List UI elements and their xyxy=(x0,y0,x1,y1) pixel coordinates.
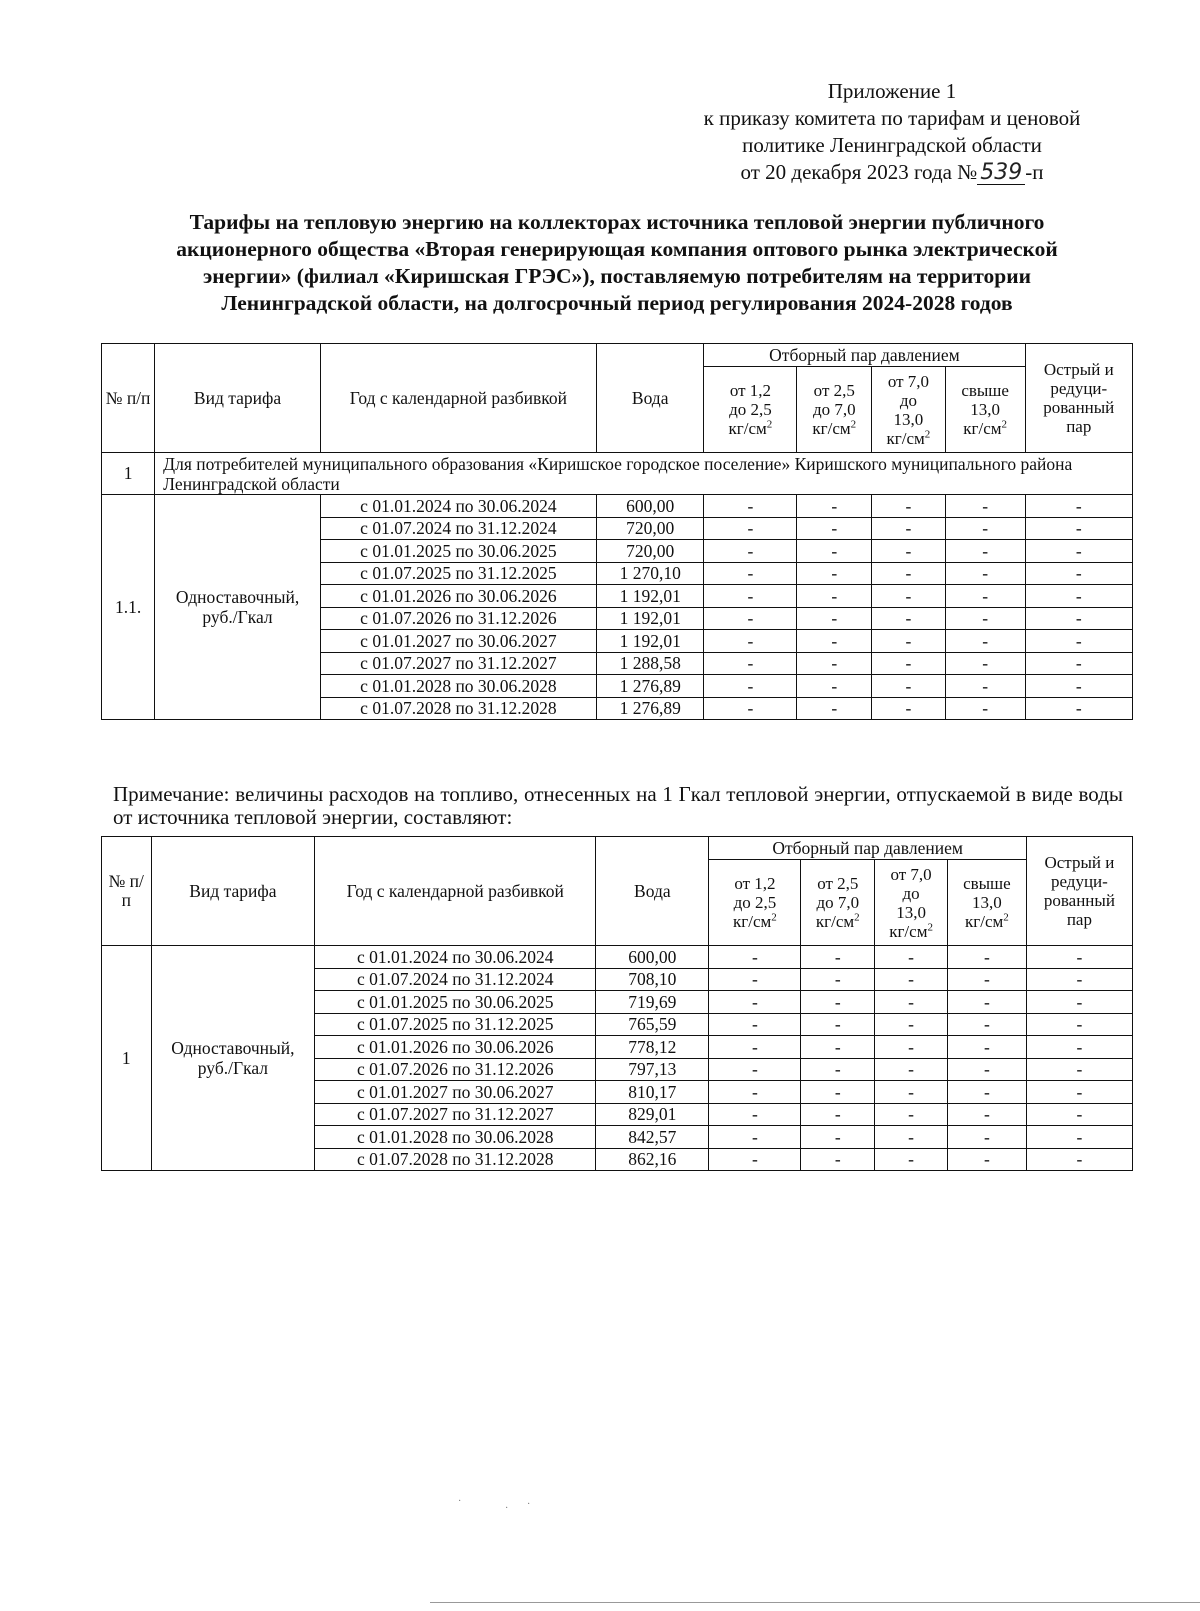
sharp-line-b: редуци- xyxy=(1050,379,1108,398)
p3-line-b: до xyxy=(899,390,917,410)
empty-value-cell: - xyxy=(945,607,1025,630)
empty-value-cell: - xyxy=(709,1081,801,1104)
empty-value-cell: - xyxy=(945,495,1025,518)
water-value-cell: 862,16 xyxy=(596,1148,709,1171)
p1-line-b: до 2,5 xyxy=(733,893,777,912)
empty-value-cell: - xyxy=(801,1148,875,1171)
water-value-cell: 720,00 xyxy=(597,517,704,540)
header-sharp-steam xyxy=(1026,837,1132,946)
empty-value-cell: - xyxy=(797,652,872,675)
tariff-type-line-a: Одноставочный, xyxy=(171,1038,295,1058)
header-pressure-2 xyxy=(797,367,872,453)
water-value-cell: 1 192,01 xyxy=(597,607,704,630)
header-pressure-3 xyxy=(872,367,946,453)
empty-value-cell: - xyxy=(1026,991,1132,1014)
appendix-line-1: Приложение 1 xyxy=(827,79,957,103)
period-cell: с 01.01.2025 по 30.06.2025 xyxy=(315,991,596,1014)
empty-value-cell: - xyxy=(704,652,797,675)
p1-line-a: от 1,2 xyxy=(729,381,772,400)
empty-value-cell: - xyxy=(875,991,948,1014)
p3-line-a: от 7,0 xyxy=(887,371,930,391)
header-num: № п/п xyxy=(102,837,152,946)
tariff-type xyxy=(151,946,315,1171)
empty-value-cell: - xyxy=(947,1058,1026,1081)
water-value-cell: 1 192,01 xyxy=(597,630,704,653)
empty-value-cell: - xyxy=(797,517,872,540)
empty-value-cell: - xyxy=(709,1126,801,1149)
fuel-table xyxy=(101,836,1133,1171)
empty-value-cell: - xyxy=(945,562,1025,585)
p4-unit xyxy=(948,419,1023,438)
water-value-cell: 1 192,01 xyxy=(597,585,704,608)
p1-line-a: от 1,2 xyxy=(734,874,776,893)
empty-value-cell: - xyxy=(801,1013,875,1036)
p4-line-b: 13,0 xyxy=(972,893,1002,912)
empty-value-cell: - xyxy=(801,1081,875,1104)
water-value-cell: 719,69 xyxy=(596,991,709,1014)
p2-unit-sup: 2 xyxy=(854,911,860,924)
empty-value-cell: - xyxy=(947,1103,1026,1126)
p1-unit-text: кг/см xyxy=(733,912,772,931)
empty-value-cell: - xyxy=(1025,562,1132,585)
period-cell: с 01.07.2028 по 31.12.2028 xyxy=(315,1148,596,1171)
water-value-cell: 810,17 xyxy=(596,1081,709,1104)
p3-line-c: 13,0 xyxy=(896,902,926,922)
header-water: Вода xyxy=(597,344,704,453)
p2-unit-sup: 2 xyxy=(850,418,857,431)
empty-value-cell: - xyxy=(1026,1013,1132,1036)
empty-value-cell: - xyxy=(872,697,946,720)
scan-edge-line xyxy=(430,1602,1200,1603)
empty-value-cell: - xyxy=(704,607,797,630)
p1-line-b: до 2,5 xyxy=(729,400,772,419)
p2-line-a: от 2,5 xyxy=(817,874,859,893)
empty-value-cell: - xyxy=(797,562,872,585)
empty-value-cell: - xyxy=(1026,968,1132,991)
title-line-4: Ленинградской области, на долгосрочный период регулирования 2024-2028 годов xyxy=(221,291,1013,315)
empty-value-cell: - xyxy=(709,946,801,969)
period-cell: с 01.01.2027 по 30.06.2027 xyxy=(320,630,596,653)
empty-value-cell: - xyxy=(797,607,872,630)
header-sharp-steam xyxy=(1025,344,1132,453)
empty-value-cell: - xyxy=(797,630,872,653)
period-cell: с 01.01.2026 по 30.06.2026 xyxy=(315,1036,596,1059)
note-text: Примечание: величины расходов на топливо, отнесенных на 1 Гкал тепловой энергии, отпускаемой в виде воды от источника тепловой энергии, составляют: xyxy=(113,782,1123,829)
sharp-line-c: рованный xyxy=(1043,891,1115,910)
appendix-line-2: к приказу комитета по тарифам и ценовой xyxy=(703,106,1081,130)
p1-unit-text: кг/см xyxy=(728,419,767,438)
empty-value-cell: - xyxy=(797,540,872,563)
empty-value-cell: - xyxy=(704,585,797,608)
period-cell: с 01.07.2026 по 31.12.2026 xyxy=(315,1058,596,1081)
header-pressure-4 xyxy=(945,367,1025,453)
empty-value-cell: - xyxy=(1025,585,1132,608)
period-cell: с 01.07.2026 по 31.12.2026 xyxy=(320,607,596,630)
empty-value-cell: - xyxy=(875,1126,948,1149)
header-pressure-1 xyxy=(704,367,797,453)
empty-value-cell: - xyxy=(872,495,946,518)
sharp-line-a: Острый и xyxy=(1043,360,1114,379)
period-cell: с 01.01.2026 по 30.06.2026 xyxy=(320,585,596,608)
p3-unit-sup: 2 xyxy=(927,920,933,933)
header-num: № п/п xyxy=(102,344,155,453)
header-pressure-2 xyxy=(801,860,875,946)
empty-value-cell: - xyxy=(801,1126,875,1149)
empty-value-cell: - xyxy=(875,1013,948,1036)
empty-value-cell: - xyxy=(801,1103,875,1126)
p3-unit-text: кг/см xyxy=(886,428,925,448)
empty-value-cell: - xyxy=(704,675,797,698)
empty-value-cell: - xyxy=(947,968,1026,991)
p1-unit-sup: 2 xyxy=(766,418,773,431)
water-value-cell: 1 288,58 xyxy=(597,652,704,675)
sharp-line-c: рованный xyxy=(1043,398,1115,417)
empty-value-cell: - xyxy=(872,517,946,540)
header-tariff-type: Вид тарифа xyxy=(151,837,315,946)
empty-value-cell: - xyxy=(709,1058,801,1081)
p2-unit-text: кг/см xyxy=(812,419,851,438)
water-value-cell: 829,01 xyxy=(596,1103,709,1126)
document-title xyxy=(101,209,1133,317)
p4-unit-sup: 2 xyxy=(1003,911,1009,924)
period-cell: с 01.01.2028 по 30.06.2028 xyxy=(315,1126,596,1149)
order-date: от 20 декабря 2023 года № xyxy=(740,160,978,184)
p4-unit-text: кг/см xyxy=(965,912,1004,931)
header-pressure-1 xyxy=(709,860,801,946)
empty-value-cell: - xyxy=(1026,1036,1132,1059)
p2-unit xyxy=(799,419,869,438)
section-row xyxy=(102,453,1133,495)
p2-unit xyxy=(803,912,872,931)
p1-unit xyxy=(711,912,798,931)
empty-value-cell: - xyxy=(945,540,1025,563)
row-number: 1.1. xyxy=(102,495,155,720)
water-value-cell: 600,00 xyxy=(596,946,709,969)
empty-value-cell: - xyxy=(875,1148,948,1171)
period-cell: с 01.07.2028 по 31.12.2028 xyxy=(320,697,596,720)
empty-value-cell: - xyxy=(945,517,1025,540)
tariff-type-line-a: Одноставочный, xyxy=(175,587,300,607)
empty-value-cell: - xyxy=(1025,630,1132,653)
water-value-cell: 765,59 xyxy=(596,1013,709,1036)
appendix-line-3: политике Ленинградской области xyxy=(742,133,1042,157)
water-value-cell: 720,00 xyxy=(597,540,704,563)
p3-unit-text: кг/см xyxy=(889,921,928,941)
period-cell: с 01.07.2025 по 31.12.2025 xyxy=(320,562,596,585)
empty-value-cell: - xyxy=(875,946,948,969)
header-pressure-4 xyxy=(947,860,1026,946)
scan-dot: · xyxy=(458,1496,462,1507)
header-steam-group: Отборный пар давлением xyxy=(704,344,1025,367)
p4-line-a: свыше xyxy=(963,874,1011,893)
water-value-cell: 797,13 xyxy=(596,1058,709,1081)
water-value-cell: 1 276,89 xyxy=(597,675,704,698)
tariff-type-line-b: руб./Гкал xyxy=(202,607,273,627)
period-cell: с 01.07.2024 по 31.12.2024 xyxy=(315,968,596,991)
water-value-cell: 708,10 xyxy=(596,968,709,991)
header-year: Год с календарной разбивкой xyxy=(315,837,596,946)
empty-value-cell: - xyxy=(709,1013,801,1036)
empty-value-cell: - xyxy=(875,1058,948,1081)
sharp-line-b: редуци- xyxy=(1050,872,1108,891)
empty-value-cell: - xyxy=(709,1036,801,1059)
section-text: Для потребителей муниципального образования «Киришское городское поселение» Киришского муниципального района Ленинградской области xyxy=(155,453,1133,495)
empty-value-cell: - xyxy=(801,991,875,1014)
tariff-table xyxy=(101,343,1133,720)
period-cell: с 01.01.2024 по 30.06.2024 xyxy=(315,946,596,969)
title-line-3: энергии» (филиал «Киришская ГРЭС»), поставляемую потребителям на территории xyxy=(202,264,1032,288)
empty-value-cell: - xyxy=(1025,607,1132,630)
empty-value-cell: - xyxy=(1026,1081,1132,1104)
p4-unit-text: кг/см xyxy=(963,419,1002,438)
empty-value-cell: - xyxy=(945,675,1025,698)
p2-line-a: от 2,5 xyxy=(813,381,855,400)
scan-dot: · xyxy=(527,1499,531,1510)
p1-unit-sup: 2 xyxy=(771,911,777,924)
empty-value-cell: - xyxy=(801,1058,875,1081)
empty-value-cell: - xyxy=(797,495,872,518)
empty-value-cell: - xyxy=(1025,540,1132,563)
empty-value-cell: - xyxy=(709,1148,801,1171)
empty-value-cell: - xyxy=(1025,495,1132,518)
p3-line-c: 13,0 xyxy=(893,409,924,429)
empty-value-cell: - xyxy=(704,517,797,540)
empty-value-cell: - xyxy=(872,562,946,585)
p4-line-a: свыше xyxy=(961,381,1009,400)
empty-value-cell: - xyxy=(709,1103,801,1126)
empty-value-cell: - xyxy=(1025,652,1132,675)
title-line-2: акционерного общества «Вторая генерирующая компания оптового рынка электрической xyxy=(176,237,1058,261)
water-value-cell: 778,12 xyxy=(596,1036,709,1059)
empty-value-cell: - xyxy=(797,675,872,698)
p2-line-b: до 7,0 xyxy=(816,893,860,912)
header-steam-group: Отборный пар давлением xyxy=(709,837,1026,860)
empty-value-cell: - xyxy=(1025,517,1132,540)
p3-unit xyxy=(877,922,945,941)
empty-value-cell: - xyxy=(947,1036,1026,1059)
empty-value-cell: - xyxy=(875,1103,948,1126)
empty-value-cell: - xyxy=(1025,675,1132,698)
empty-value-cell: - xyxy=(875,968,948,991)
p2-unit-text: кг/см xyxy=(815,912,855,931)
empty-value-cell: - xyxy=(945,630,1025,653)
scan-dot: · xyxy=(505,1503,509,1514)
empty-value-cell: - xyxy=(801,946,875,969)
order-suffix: -п xyxy=(1025,160,1044,184)
water-value-cell: 842,57 xyxy=(596,1126,709,1149)
p3-unit-sup: 2 xyxy=(924,427,931,440)
empty-value-cell: - xyxy=(797,585,872,608)
empty-value-cell: - xyxy=(872,540,946,563)
empty-value-cell: - xyxy=(872,607,946,630)
empty-value-cell: - xyxy=(947,1126,1026,1149)
header-water: Вода xyxy=(596,837,709,946)
empty-value-cell: - xyxy=(1026,1126,1132,1149)
empty-value-cell: - xyxy=(801,968,875,991)
water-value-cell: 600,00 xyxy=(597,495,704,518)
empty-value-cell: - xyxy=(1025,697,1132,720)
empty-value-cell: - xyxy=(875,1036,948,1059)
empty-value-cell: - xyxy=(872,630,946,653)
period-cell: с 01.01.2024 по 30.06.2024 xyxy=(320,495,596,518)
water-value-cell: 1 276,89 xyxy=(597,697,704,720)
sharp-line-d: пар xyxy=(1066,910,1092,929)
sharp-line-d: пар xyxy=(1066,417,1092,436)
empty-value-cell: - xyxy=(704,697,797,720)
header-pressure-3 xyxy=(875,860,948,946)
empty-value-cell: - xyxy=(704,495,797,518)
empty-value-cell: - xyxy=(945,697,1025,720)
period-cell: с 01.01.2025 по 30.06.2025 xyxy=(320,540,596,563)
p1-unit xyxy=(706,419,794,438)
table-row xyxy=(102,946,1133,969)
header-tariff-type: Вид тарифа xyxy=(155,344,321,453)
empty-value-cell: - xyxy=(947,1081,1026,1104)
empty-value-cell: - xyxy=(872,585,946,608)
period-cell: с 01.07.2025 по 31.12.2025 xyxy=(315,1013,596,1036)
period-cell: с 01.01.2028 по 30.06.2028 xyxy=(320,675,596,698)
empty-value-cell: - xyxy=(709,968,801,991)
period-cell: с 01.01.2027 по 30.06.2027 xyxy=(315,1081,596,1104)
empty-value-cell: - xyxy=(947,946,1026,969)
empty-value-cell: - xyxy=(1026,1148,1132,1171)
order-number: 539 xyxy=(977,162,1025,185)
empty-value-cell: - xyxy=(1026,1058,1132,1081)
empty-value-cell: - xyxy=(797,697,872,720)
title-line-1: Тарифы на тепловую энергию на коллекторах источника тепловой энергии публичного xyxy=(189,210,1045,234)
row-number: 1 xyxy=(102,946,152,1171)
empty-value-cell: - xyxy=(945,585,1025,608)
empty-value-cell: - xyxy=(704,562,797,585)
tariff-type-line-b: руб./Гкал xyxy=(197,1058,268,1078)
appendix-block xyxy=(662,78,1122,186)
empty-value-cell: - xyxy=(945,652,1025,675)
empty-value-cell: - xyxy=(872,675,946,698)
sharp-line-a: Острый и xyxy=(1044,853,1115,872)
p2-line-b: до 7,0 xyxy=(812,400,856,419)
section-num: 1 xyxy=(102,453,155,495)
p3-line-b: до xyxy=(902,883,920,903)
p4-unit-sup: 2 xyxy=(1001,418,1008,431)
p3-line-a: от 7,0 xyxy=(890,864,932,884)
p4-unit xyxy=(950,912,1024,931)
empty-value-cell: - xyxy=(801,1036,875,1059)
table-row xyxy=(102,495,1133,518)
empty-value-cell: - xyxy=(1026,946,1132,969)
period-cell: с 01.07.2027 по 31.12.2027 xyxy=(315,1103,596,1126)
empty-value-cell: - xyxy=(704,630,797,653)
empty-value-cell: - xyxy=(875,1081,948,1104)
period-cell: с 01.07.2027 по 31.12.2027 xyxy=(320,652,596,675)
period-cell: с 01.07.2024 по 31.12.2024 xyxy=(320,517,596,540)
tariff-type xyxy=(155,495,321,720)
empty-value-cell: - xyxy=(947,991,1026,1014)
empty-value-cell: - xyxy=(947,1013,1026,1036)
empty-value-cell: - xyxy=(872,652,946,675)
empty-value-cell: - xyxy=(709,991,801,1014)
p4-line-b: 13,0 xyxy=(970,400,1000,419)
empty-value-cell: - xyxy=(704,540,797,563)
p3-unit xyxy=(874,429,943,448)
empty-value-cell: - xyxy=(947,1148,1026,1171)
header-year: Год с календарной разбивкой xyxy=(320,344,596,453)
water-value-cell: 1 270,10 xyxy=(597,562,704,585)
appendix-order-line xyxy=(662,159,1122,186)
empty-value-cell: - xyxy=(1026,1103,1132,1126)
